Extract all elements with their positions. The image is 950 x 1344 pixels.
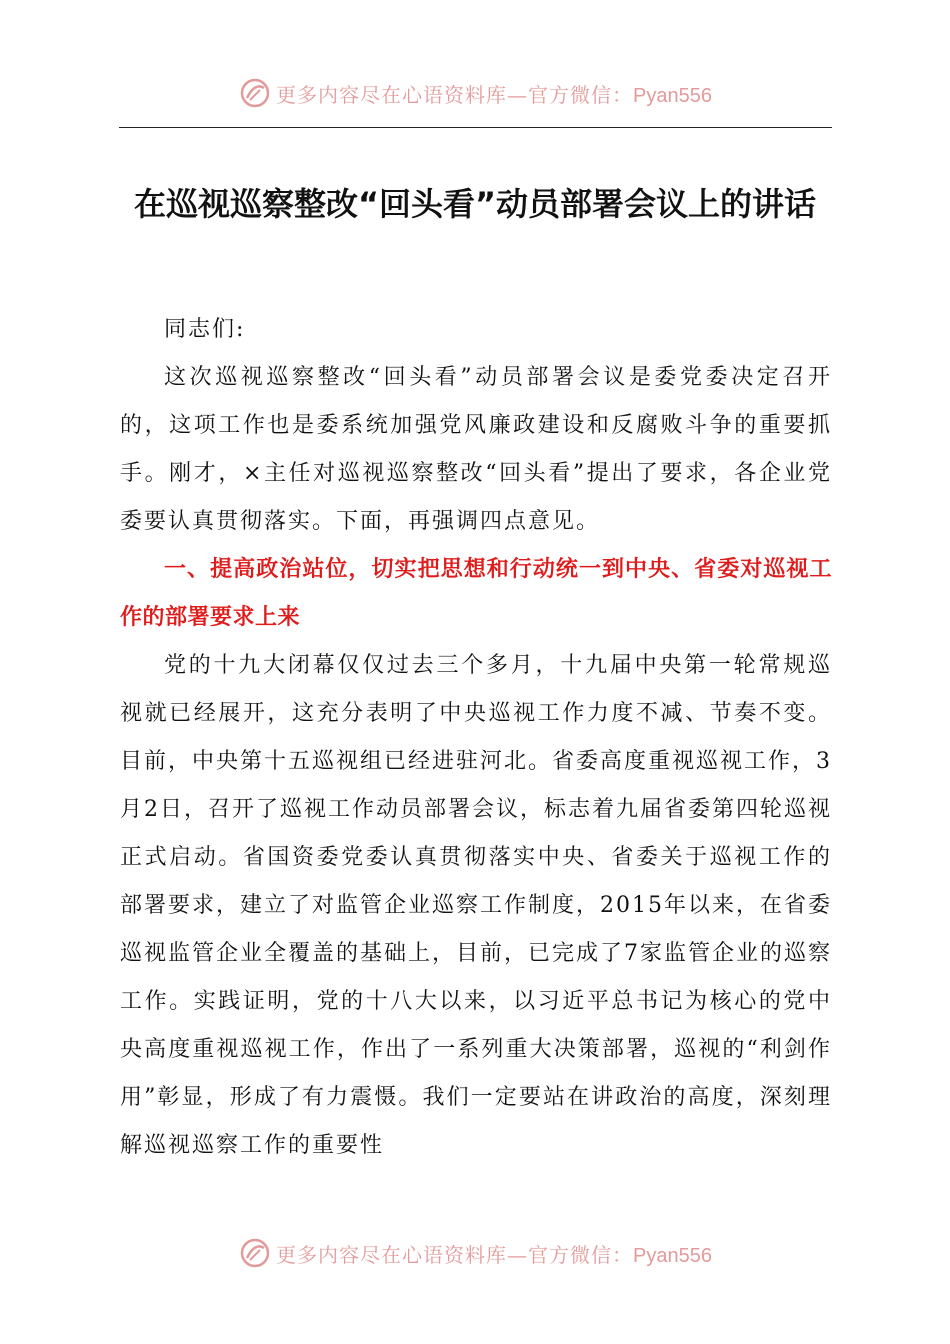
- salutation: 同志们:: [164, 317, 246, 342]
- paragraph-intro: 这次巡视巡察整改“回头看”动员部署会议是委党委决定召开的，这项工作也是委系统加强党风廉政建设和反腐败斗争的重要抓手。刚才，×主任对巡视巡察整改“回头看”提出了要求，各企业党委要认真贯彻落实。下面，再强调四点意见。: [120, 365, 832, 534]
- watermark-header: [0, 76, 950, 110]
- paragraph-section-1: 党的十九大闭幕仅仅过去三个多月，十九届中央第一轮常规巡视就已经展开，这充分表明了中央巡视工作力度不减、节奏不变。目前，中央第十五巡视组已经进驻河北。省委高度重视巡视工作，3月2日，召开了巡视工作动员部署会议，标志着九届省委第四轮巡视正式启动。省国资委党委认真贯彻落实中央、省委关于巡视工作的部署要求，建立了对监管企业巡察工作制度，2015年以来，在省委巡视监管企业全覆盖的基础上，目前，已完成了7家监管企业的巡察工作。实践证明，党的十八大以来，以习近平总书记为核心的党中央高度重视巡视工作，作出了一系列重大决策部署，巡视的“利剑作用”彰显，形成了有力震慑。我们一定要站在讲政治的高度，深刻理解巡视巡察工作的重要性: [120, 653, 832, 1158]
- logo-icon: [238, 76, 272, 110]
- watermark-footer: [0, 1236, 950, 1270]
- section-heading-1: 一、提高政治站位，切实把思想和行动统一到中央、省委对巡视工作的部署要求上来: [120, 557, 832, 630]
- watermark-text: 更多内容尽在心语资料库—官方微信：Pyan556: [276, 1242, 712, 1267]
- document-body: [120, 306, 832, 1170]
- document-title: 在巡视巡察整改“回头看”动员部署会议上的讲话: [133, 185, 817, 223]
- logo-icon: [238, 1236, 272, 1270]
- header-rule: [119, 127, 832, 128]
- watermark-text: 更多内容尽在心语资料库—官方微信：Pyan556: [276, 82, 712, 107]
